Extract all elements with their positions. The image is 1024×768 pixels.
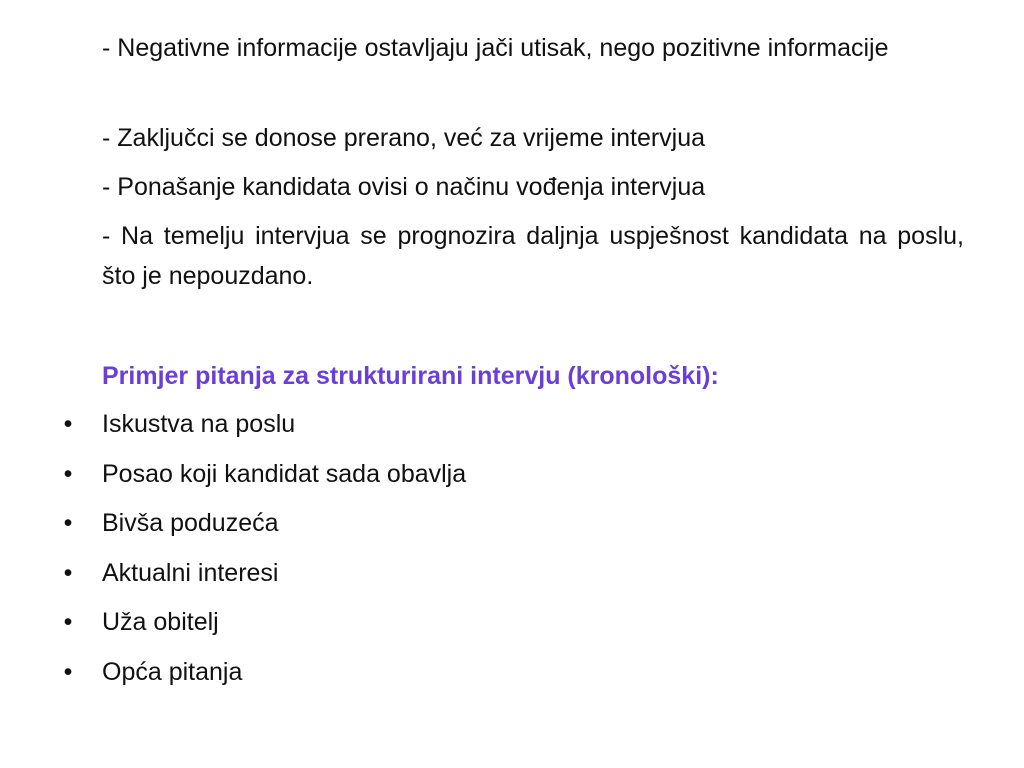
bullet-icon: • xyxy=(63,608,73,636)
list-item-text: Aktualni interesi xyxy=(102,558,279,587)
bullet-icon: • xyxy=(63,657,73,686)
paragraph-premature-conclusions: - Zaključci se donose prerano, već za vrijeme intervjua xyxy=(102,124,706,152)
bullet-icon: • xyxy=(63,410,73,438)
paragraph-candidate-behavior: - Ponašanje kandidata ovisi o načinu vođenja intervjua xyxy=(102,173,706,201)
list-item-text: Bivša poduzeća xyxy=(102,509,279,537)
section-heading: Primjer pitanja za strukturirani intervju (kronološki): xyxy=(102,362,719,390)
bullet-icon: • xyxy=(63,459,73,488)
list-item-text: Uža obitelj xyxy=(102,608,219,636)
bullet-icon: • xyxy=(63,558,73,587)
list-item-text: Posao koji kandidat sada obavlja xyxy=(102,459,467,488)
list-item-text: Iskustva na poslu xyxy=(102,410,296,438)
list-item-text: Opća pitanja xyxy=(102,657,243,686)
paragraph-prediction: - Na temelju intervjua se prognozira daljnja uspješnost kandidata na poslu, što je nepouzdano. xyxy=(102,222,964,290)
paragraph-negative-info: - Negativne informacije ostavljaju jači utisak, nego pozitivne informacije xyxy=(102,34,889,62)
bullet-icon: • xyxy=(63,509,73,537)
